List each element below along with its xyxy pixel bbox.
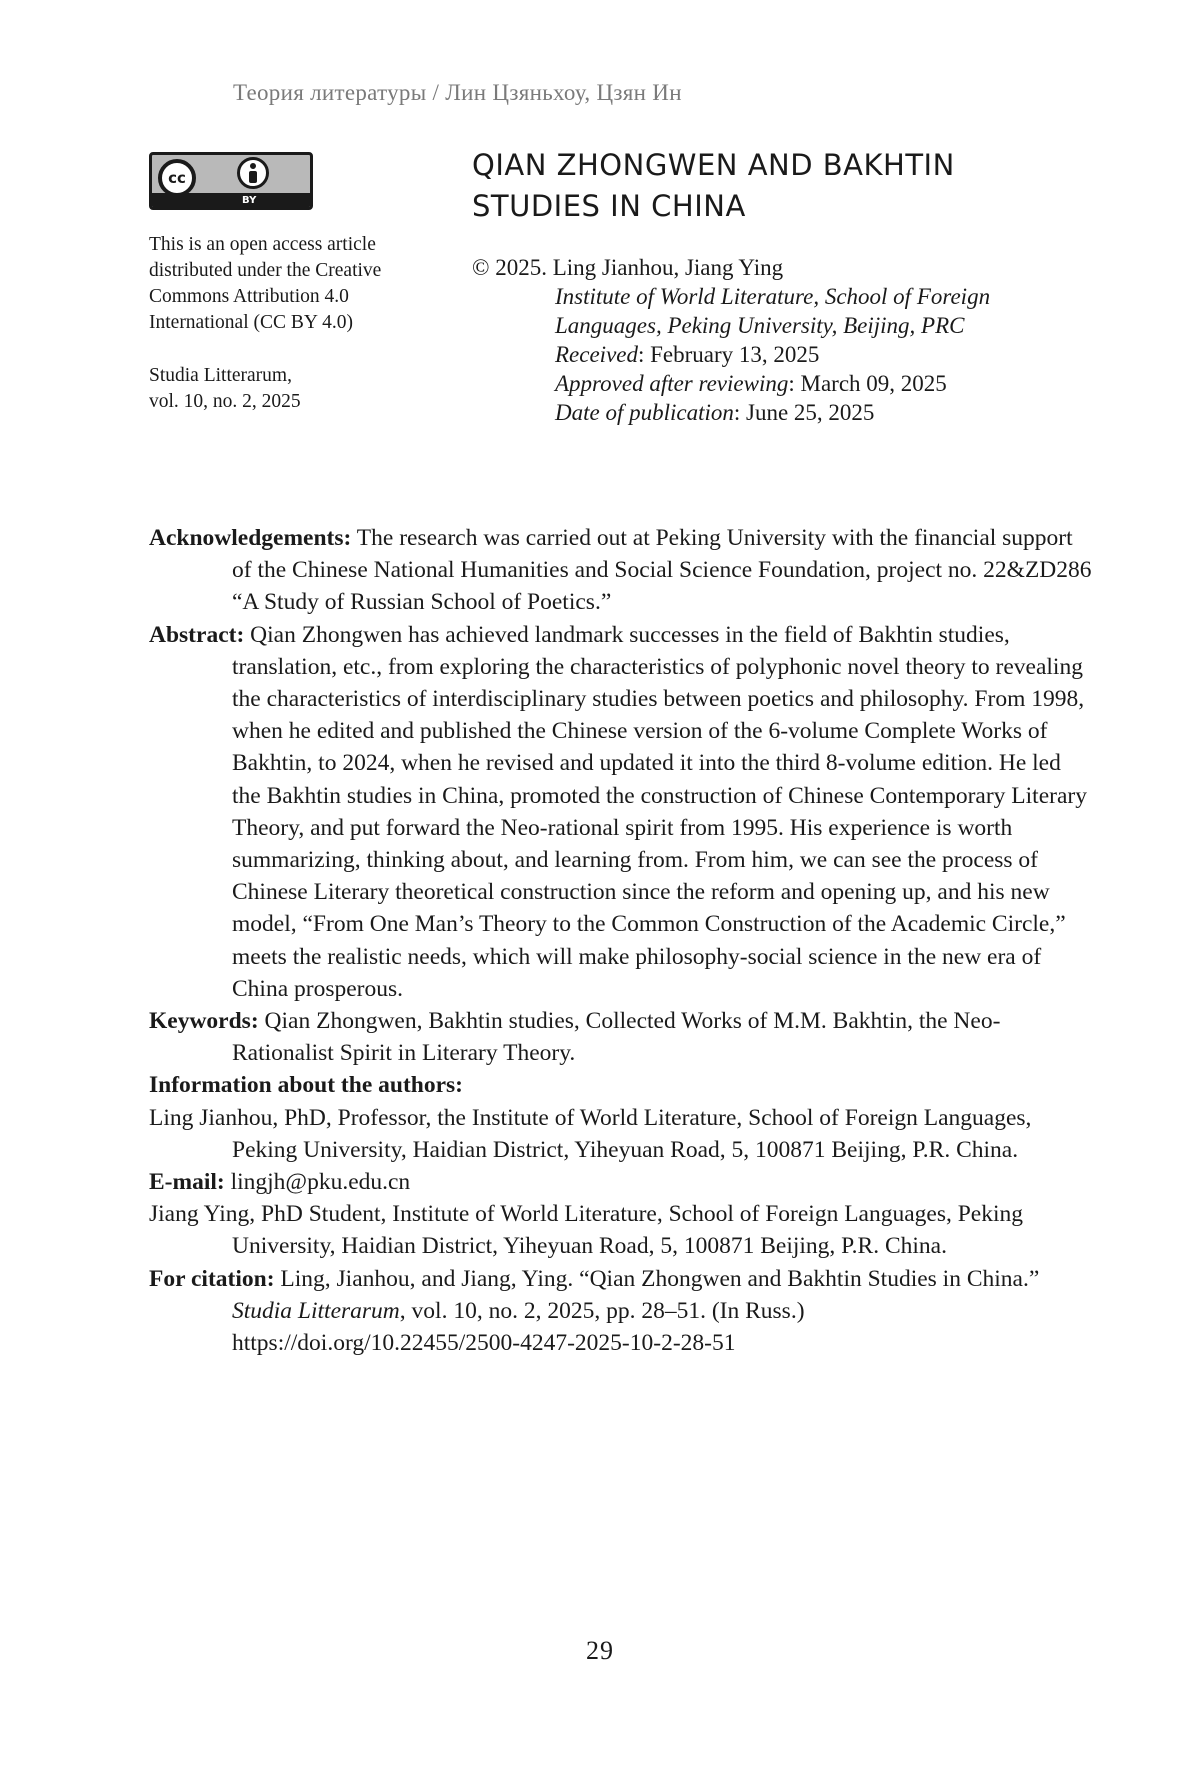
journal-info — [149, 363, 419, 415]
license-text — [149, 232, 419, 336]
received-date: Received: February 13, 2025 — [555, 342, 820, 367]
journal-volume: vol. 10, no. 2, 2025 — [149, 391, 301, 412]
cc-by-license-badge — [149, 152, 313, 210]
affiliation: Institute of World Literature, School of Foreign — [555, 284, 991, 309]
page-number: 29 — [586, 1636, 614, 1665]
cc-icon: cc — [158, 159, 196, 197]
publication-date: Date of publication: June 25, 2025 — [555, 400, 875, 425]
acknowledgements: Acknowledgements: The research was carried out at Peking University with the financial support of the Chinese National Humanities and Social Science Foundation, project no. 22&ZD286 “A Study of Russian School of Poetics.” — [149, 525, 1092, 616]
title-line: STUDIES IN CHINA — [472, 189, 746, 223]
license-line: This is an open access article — [149, 234, 376, 255]
abstract: Abstract: Qian Zhongwen has achieved landmark successes in the field of Bakhtin studies, translation, etc., from exploring the characteristics of polyphonic novel theory to revealing the characteristics of interdisciplinary studies between poetics and philosophy. From 1998, when he edited and published the Chinese version of the 6-volume Complete Works of Bakhtin, to 2024, when he revised and updated it into the third 8-volume edition. He led the Bakhtin studies in China, promoted the construction of Chinese Contemporary Literary Theory, and put forward the Neo-rational spirit from 1995. His experience is worth summarizing, thinking about, and learning from. From him, we can see the process of Chinese Literary theoretical construction since the reform and opening up, and his new model, “From One Man’s Theory to the Common Construction of the Academic Circle,” meets the realistic needs, which will make philosophy-social science in the new era of China prosperous. — [149, 621, 1087, 1002]
citation: For citation: Ling, Jianhou, and Jiang, Ying. “Qian Zhongwen and Bakhtin Studies in China.” Studia Litterarum, vol. 10, no. 2, 2025, pp. 28–51. (In Russ.) https://doi.org/10.22455/2500-4247-2025-10-2-28-51 — [149, 1265, 1040, 1357]
by-label: BY — [242, 195, 257, 206]
author-info: Ling Jianhou, PhD, Professor, the Institute of World Literature, School of Foreign Languages, Peking University, Haidian District, Yiheyuan Road, 5, 100871 Beijing, P.R. China. — [149, 1104, 1032, 1163]
copyright: © 2025. Ling Jianhou, Jiang Ying — [472, 255, 784, 280]
journal-name: Studia Litterarum, — [149, 365, 292, 386]
author-email: E-mail: lingjh@pku.edu.cn — [149, 1169, 411, 1196]
author-info: Jiang Ying, PhD Student, Institute of World Literature, School of Foreign Languages, Peking University, Haidian District, Yiheyuan Road, 5, 100871 Beijing, P.R. China. — [149, 1201, 1024, 1260]
title-line: QIAN ZHONGWEN AND BAKHTIN — [472, 148, 955, 182]
by-icon — [237, 157, 269, 189]
article-front-matter — [149, 522, 1094, 1359]
running-head: Теория литературы / Лин Цзяньхоу, Цзян Ин — [233, 80, 682, 105]
approved-date: Approved after reviewing: March 09, 2025 — [555, 371, 947, 396]
affiliation: Languages, Peking University, Beijing, PRC — [555, 313, 965, 338]
authors-heading: Information about the authors: — [149, 1072, 464, 1099]
keywords: Keywords: Qian Zhongwen, Bakhtin studies, Collected Works of M.M. Bakhtin, the Neo-Rationalist Spirit in Literary Theory. — [149, 1008, 1001, 1067]
license-line: distributed under the Creative — [149, 260, 382, 281]
license-line: Commons Attribution 4.0 — [149, 286, 349, 307]
article-meta — [472, 253, 1112, 427]
license-line: International (CC BY 4.0) — [149, 312, 353, 333]
article-title — [472, 145, 1112, 227]
